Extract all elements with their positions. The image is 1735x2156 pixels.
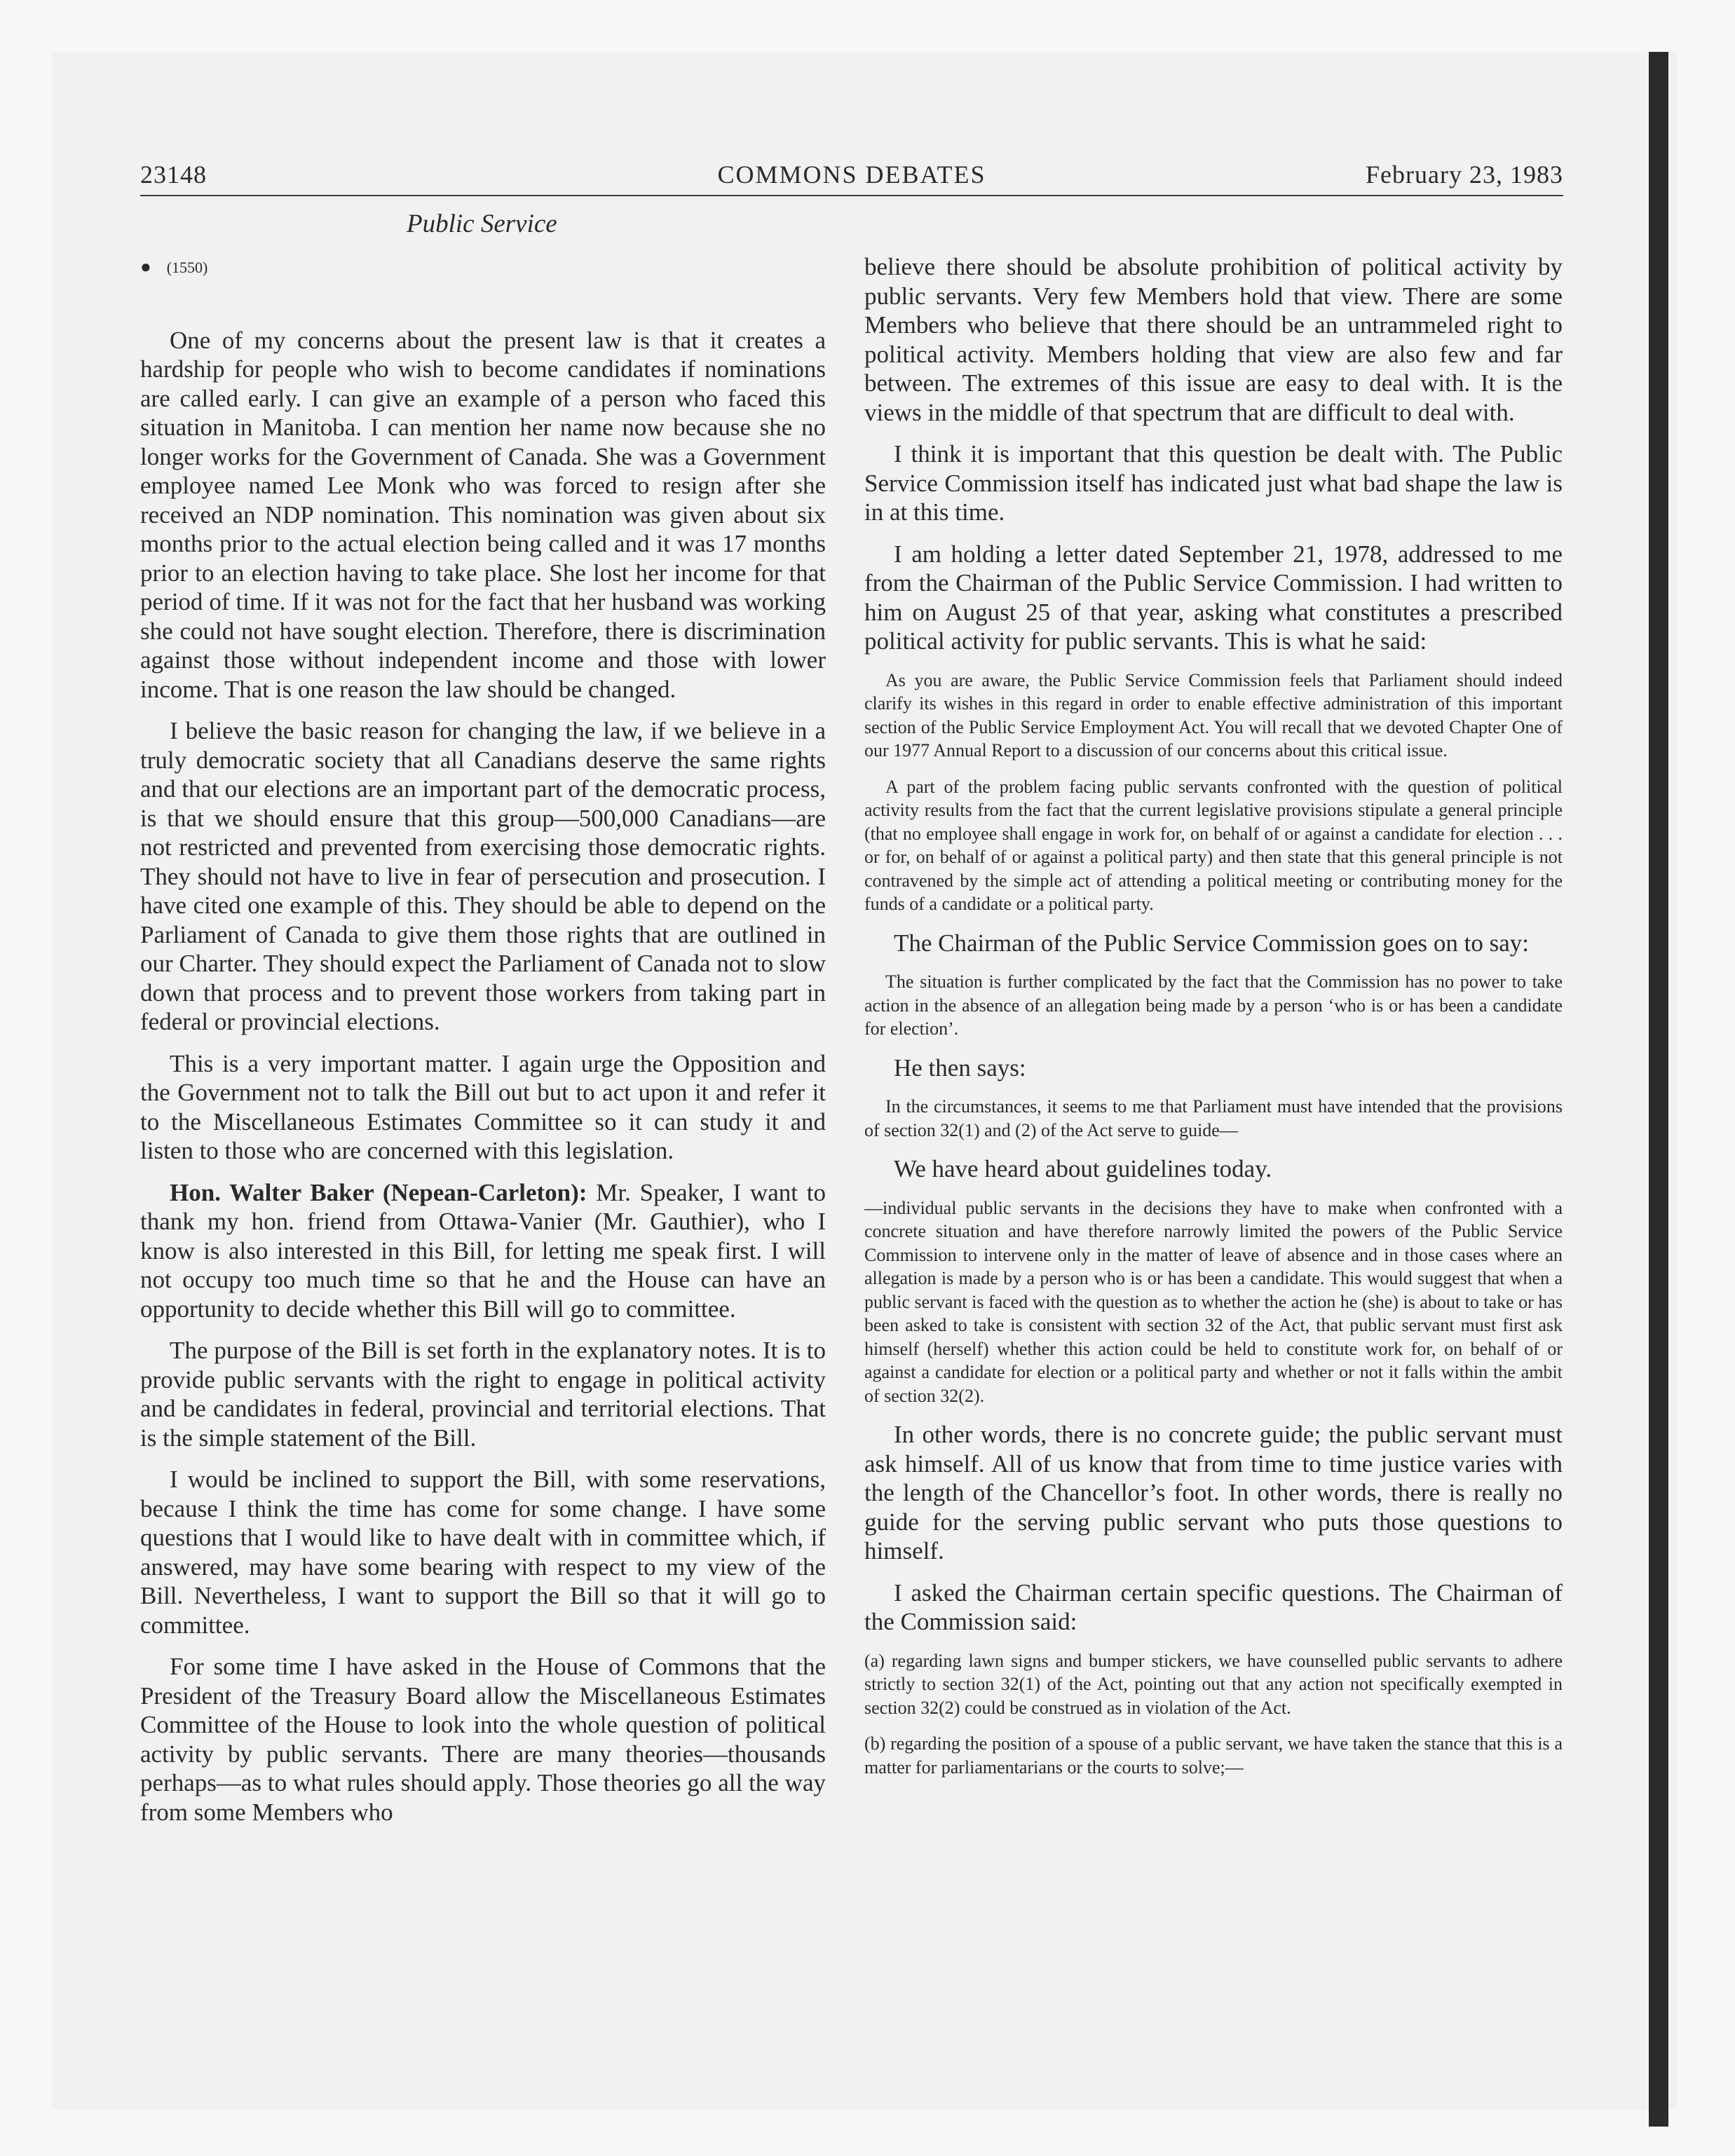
time-marker-text: (1550) [166,259,208,276]
paragraph: He then says: [894,1053,1026,1082]
scan-edge-bar [1649,52,1668,2127]
page-number: 23148 [140,161,207,189]
paragraph: I think it is important that this question be dealt with. The Public Service Commission itself has indicated just what bad shape the law is in at this time. [864,440,1563,526]
section-title: Public Service [407,210,557,238]
quoted-passage: In the circumstances, it seems to me that Parliament must have intended that the provisions of section 32(1) and (2) of the Act serve to guide— [864,1096,1563,1140]
left-column [140,252,826,1839]
speaker-text: Mr. Speaker, I want to thank my hon. friend from Ottawa-Vanier (Mr. Gauthier), who I know is also interested in this Bill, for letting me speak first. I will not occupy too much time so that he and the House can have an opportunity to decide whether this Bill will go to committee. [140,1178,826,1323]
speaker-paragraph [140,1178,826,1324]
quoted-passage: (b) regarding the position of a spouse of a public servant, we have taken the stance that this is a matter for parliamentarians or the courts to solve;— [864,1733,1563,1778]
quoted-passage: (a) regarding lawn signs and bumper stickers, we have counselled public servants to adhere strictly to section 32(1) of the Act, pointing out that any action not specifically exempted in section 32(2) could be construed as in violation of the Act. [864,1650,1563,1718]
paragraph: I would be inclined to support the Bill, with some reservations, because I think the time has come for some change. I have some questions that I would like to have dealt with in committee which, if answered, may have some bearing with respect to my view of the Bill. Nevertheless, I want to support the Bill so that it will go to committee. [140,1466,826,1639]
paragraph: One of my concerns about the present law is that it creates a hardship for people who wish to become candidates if nominations are called early. I can give an example of a person who faced this situation in Manitoba. I can mention her name now because she no longer works for the Government of Canada. She was a Government employee named Lee Monk who was forced to resign after she received an NDP nomination. This nomination was given about six months prior to the actual election being called and it was 17 months prior to an election having to take place. She lost her income for that period of time. If it was not for the fact that her husband was working she could not have sought election. Therefore, there is discrimination against those without independent income and those with lower income. That is one reason the law should be changed. [140,326,826,703]
quoted-passage: —individual public servants in the decisions they have to make when confronted with a concrete situation and have therefore narrowly limited the powers of the Public Service Commission to intervene only in the matter of leave of absence and in those cases where an allegation is made by a person who is or has been a candidate. This would suggest that when a public servant is faced with the question as to whether the action he (she) is about to take or has been asked to take is consistent with section 32 of the Act, that public servant must first ask himself (herself) whether this action could be held to constitute work for, on behalf of or against a candidate for election or a political party and whether or not it falls within the ambit of section 32(2). [864,1197,1563,1406]
paragraph: believe there should be absolute prohibition of political activity by public servants. Very few Members hold that view. There are some Members who believe that there should be an untrammeled right to political activity. Members holding that view are also few and far between. The extremes of this issue are easy to deal with. It is the views in the middle of that spectrum that are difficult to deal with. [864,253,1563,426]
time-marker [140,252,826,282]
paragraph: We have heard about guidelines today. [894,1155,1272,1182]
quoted-passage: As you are aware, the Public Service Commission feels that Parliament should indeed clarify its wishes in this regard in order to enable effective administration of this important section of the Public Service Employment Act. You will recall that we devoted Chapter One of our 1977 Annual Report to a discussion of our concerns about this critical issue. [864,669,1563,760]
paragraph: The purpose of the Bill is set forth in the explanatory notes. It is to provide public servants with the right to engage in political activity and be candidates in federal, provincial and territorial elections. That is the simple statement of the Bill. [140,1337,826,1452]
paragraph: The Chairman of the Public Service Commission goes on to say: [894,929,1529,957]
paragraph: In other words, there is no concrete guide; the public servant must ask himself. All of us know that from time to time justice varies with the length of the Chancellor’s foot. In other words, there is really no guide for the serving public servant who puts those questions to himself. [864,1421,1563,1564]
paragraph: I asked the Chairman certain specific questions. The Chairman of the Commission said: [864,1578,1563,1635]
paragraph: This is a very important matter. I again urge the Opposition and the Government not to talk the Bill out but to act upon it and refer it to the Miscellaneous Estimates Committee so it can study it and listen to those who are concerned with this legislation. [140,1049,826,1164]
speaker-name: Hon. Walter Baker (Nepean-Carleton): [170,1178,587,1206]
quoted-passage: A part of the problem facing public servants confronted with the question of political activity results from the fact that the current legislative provisions stipulate a general principle (that no employee shall engage in work for, on behalf of or against a candidate for election . . . or for, on behalf of or against a political party) and then state that this general principle is not contravened by the simple act of attending a political meeting or contributing money for the funds of a candidate or a political party. [864,776,1563,914]
paragraph: I believe the basic reason for changing the law, if we believe in a truly democratic society that all Canadians deserve the same rights and that our elections are an important part of the democratic process, is that we should ensure that this group—500,000 Canadians—are not restricted and prevented from exercising those democratic rights. They should not have to live in fear of persecution and prosecution. I have cited one example of this. They should be able to depend on the Parliament of Canada to give them those rights that are outlined in our Charter. They should expect the Parliament of Canada not to slow down that process and to prevent those workers from taking part in federal or provincial elections. [140,717,826,1035]
page-header [140,160,1563,196]
quoted-passage: The situation is further complicated by the fact that the Commission has no power to take action in the absence of an allegation being made by a person ‘who is or has been a candidate for election’. [864,971,1563,1039]
right-column [864,252,1563,1792]
publication-title: COMMONS DEBATES [717,161,986,189]
publication-date: February 23, 1983 [1366,161,1563,189]
paragraph: I am holding a letter dated September 21, 1978, addressed to me from the Chairman of the Public Service Commission. I had written to him on August 25 of that year, asking what constitutes a prescribed political activity for public servants. This is what he said: [864,540,1563,655]
bullet-icon: ● [140,257,151,277]
paragraph: For some time I have asked in the House of Commons that the President of the Treasury Board allow the Miscellaneous Estimates Committee of the House to look into the whole question of political activity by public servants. There are many theories—thousands perhaps—as to what rules should apply. Those theories go all the way from some Members who [140,1653,826,1826]
